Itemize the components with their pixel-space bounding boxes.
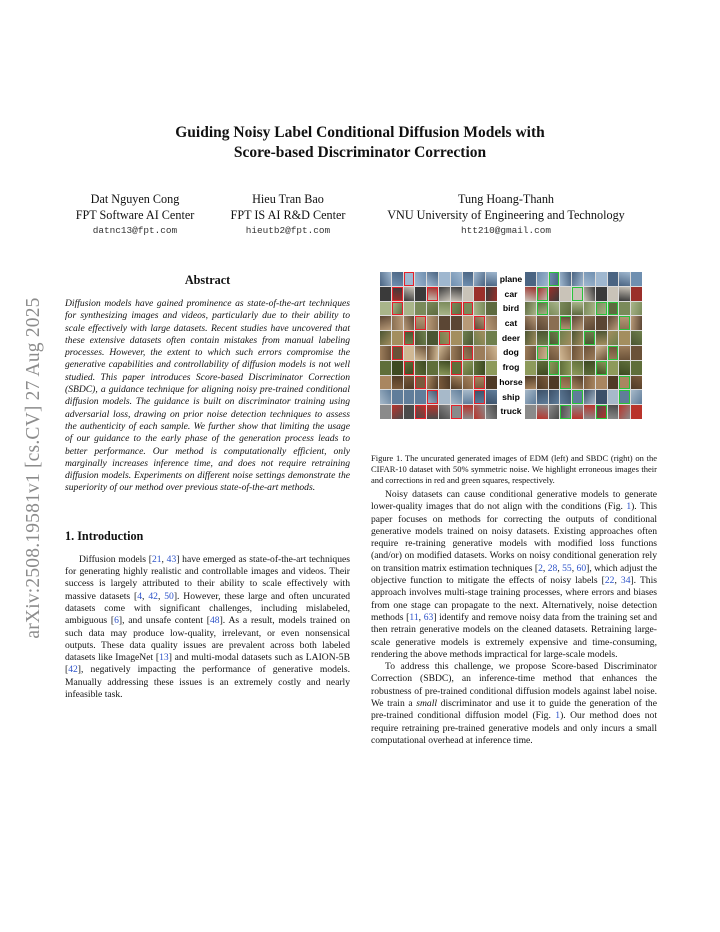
author-email[interactable]: hieutb2@fpt.com [245,225,331,236]
sample-thumbnail [439,287,450,301]
sample-thumbnail [380,302,391,316]
citation-link[interactable]: 60 [576,562,587,574]
sample-thumbnail [619,272,630,286]
sample-thumbnail [596,346,607,360]
sample-thumbnail [380,331,391,345]
sample-thumbnail [474,287,485,301]
sample-thumbnail [631,346,642,360]
citation-link[interactable]: 6 [114,615,119,627]
sample-thumbnail [474,346,485,360]
paper-title-line-1: Guiding Noisy Label Conditional Diffusion Models with [175,124,545,141]
sample-thumbnail [631,316,642,330]
sample-thumbnail [392,361,403,375]
sample-thumbnail [486,346,497,360]
sample-thumbnail [572,272,583,286]
emphasis-text: small [416,698,438,710]
citation-link[interactable]: 1 [626,501,632,513]
sample-thumbnail [525,376,536,390]
sample-thumbnail [537,405,548,419]
sample-thumbnail [474,272,485,286]
introduction-paragraph-1: Diffusion models [21, 43] have emerged as state-of-the-art techniques for generating highly realistic and controllable images and videos. Their success is largely attributed to their ability to scale effectively with massive datasets [4, 42, 50]. However, these large and often uncurated datasets come with significant challenges, including mislabeled, ambiguous [6], and unsafe content [48]. As a result, models trained on such data may produce low-quality, irrelevant, or even nonsensical outputs. These data quality issues are prevalent across both labeled datasets like ImageNet [13] and multi-modal datasets such as LAION-5B [42], negatively impacting the performance of generative models. Manually addressing these issues is an extremely costly and nearly infeasible task. [65,553,351,701]
sample-thumbnail [415,361,426,375]
sample-thumbnail [525,316,536,330]
citation-link[interactable]: 11 [409,611,419,623]
sample-thumbnail [596,390,607,404]
sample-thumbnail [584,405,595,419]
sample-thumbnail [584,361,595,375]
sample-thumbnail [560,331,571,345]
sample-thumbnail [537,390,548,404]
citation-link[interactable]: 43 [166,553,177,565]
corrected-sample-thumbnail [596,405,607,419]
class-label-ship: ship [502,391,520,402]
sample-thumbnail [608,390,619,404]
sample-thumbnail [427,376,438,390]
sample-thumbnail [631,361,642,375]
erroneous-sample-thumbnail [404,331,415,345]
sample-thumbnail [439,302,450,316]
sample-thumbnail [486,287,497,301]
corrected-sample-thumbnail [549,272,560,286]
author-3 [366,191,646,239]
erroneous-sample-thumbnail [463,346,474,360]
sample-thumbnail [572,331,583,345]
sample-thumbnail [549,346,560,360]
sample-thumbnail [584,316,595,330]
sample-thumbnail [537,376,548,390]
introduction-heading: 1. Introduction [65,528,144,543]
sample-thumbnail [380,316,391,330]
sample-thumbnail [584,287,595,301]
sample-thumbnail [380,272,391,286]
sample-thumbnail [463,272,474,286]
corrected-sample-thumbnail [560,376,571,390]
corrected-sample-thumbnail [537,302,548,316]
arxiv-stamp-text: arXiv:2508.19581v1 [cs.CV] 27 Aug 2025 [23,297,44,639]
sample-thumbnail [392,272,403,286]
sample-thumbnail [619,331,630,345]
class-label-car: car [504,288,518,299]
erroneous-sample-thumbnail [474,316,485,330]
sample-thumbnail [451,331,462,345]
sample-thumbnail [415,331,426,345]
citation-link[interactable]: 50 [164,590,174,602]
author-1 [65,191,205,239]
sample-thumbnail [572,302,583,316]
sample-thumbnail [380,405,391,419]
sample-thumbnail [549,316,560,330]
sample-thumbnail [631,376,642,390]
sample-thumbnail [525,287,536,301]
corrected-sample-thumbnail [596,302,607,316]
sbdc-sample-grid [525,272,642,419]
sample-thumbnail [608,376,619,390]
sample-thumbnail [474,361,485,375]
sample-thumbnail [451,376,462,390]
sample-thumbnail [537,316,548,330]
sample-thumbnail [415,272,426,286]
erroneous-sample-thumbnail [392,287,403,301]
sample-thumbnail [486,390,497,404]
sample-thumbnail [392,390,403,404]
sample-thumbnail [608,331,619,345]
sample-thumbnail [537,331,548,345]
sample-thumbnail [451,287,462,301]
author-email[interactable]: htt210@gmail.com [460,225,551,236]
author-affiliation: FPT IS AI R&D Center [230,208,346,222]
corrected-sample-thumbnail [619,390,630,404]
sample-thumbnail [474,302,485,316]
citation-link[interactable]: 63 [423,611,434,623]
sample-thumbnail [619,287,630,301]
erroneous-sample-thumbnail [415,316,426,330]
sample-thumbnail [427,272,438,286]
sample-thumbnail [584,376,595,390]
corrected-sample-thumbnail [596,361,607,375]
corrected-sample-thumbnail [560,316,571,330]
corrected-sample-thumbnail [560,405,571,419]
sample-thumbnail [486,405,497,419]
sample-thumbnail [549,376,560,390]
sample-thumbnail [427,316,438,330]
sample-thumbnail [549,390,560,404]
sample-thumbnail [439,390,450,404]
right-paragraph-2: To address this challenge, we propose Score-based Discriminator Correction (SBDC), an inference-time method that enhances the robustness of pre-trained conditional diffusion models against label noise. We train a small discriminator and use it to guide the generation of the pre-trained conditional diffusion model (Fig. 1). Our method does not require retraining pre-trained generative models and only incurs a small computational overhead at inference time. [371,661,657,746]
sample-thumbnail [537,272,548,286]
sample-thumbnail [631,390,642,404]
erroneous-sample-thumbnail [427,390,438,404]
right-column [371,489,657,747]
sample-thumbnail [608,316,619,330]
sample-thumbnail [463,376,474,390]
erroneous-sample-thumbnail [392,346,403,360]
class-label-plane: plane [499,274,523,285]
sample-thumbnail [525,361,536,375]
sample-thumbnail [596,331,607,345]
citation-link[interactable]: 4 [137,590,143,602]
erroneous-sample-thumbnail [415,376,426,390]
sample-thumbnail [415,287,426,301]
sample-thumbnail [486,361,497,375]
sample-thumbnail [392,316,403,330]
sample-thumbnail [380,287,391,301]
sample-thumbnail [380,376,391,390]
citation-link[interactable]: 22 [604,575,615,587]
sample-thumbnail [525,302,536,316]
sample-thumbnail [474,405,485,419]
paper-title [60,123,660,163]
sample-thumbnail [427,346,438,360]
sample-thumbnail [427,331,438,345]
sample-thumbnail [439,316,450,330]
sample-thumbnail [415,346,426,360]
citation-link[interactable]: 55 [562,562,572,574]
sample-thumbnail [525,405,536,419]
author-name: Tung Hoang-Thanh [457,192,555,206]
paper-title-line-2: Score-based Discriminator Correction [233,144,487,161]
sample-thumbnail [439,272,450,286]
sample-thumbnail [525,390,536,404]
sample-thumbnail [619,302,630,316]
corrected-sample-thumbnail [572,390,583,404]
erroneous-sample-thumbnail [474,376,485,390]
class-label-dog: dog [503,347,519,358]
sample-thumbnail [451,272,462,286]
class-label-frog: frog [502,362,520,373]
erroneous-sample-thumbnail [463,302,474,316]
corrected-sample-thumbnail [619,376,630,390]
author-affiliation: VNU University of Engineering and Technology [387,208,625,222]
sample-thumbnail [380,346,391,360]
author-affiliation: FPT Software AI Center [75,208,195,222]
author-name: Hieu Tran Bao [252,192,324,206]
sample-thumbnail [584,346,595,360]
erroneous-sample-thumbnail [415,405,426,419]
erroneous-sample-thumbnail [439,331,450,345]
arxiv-identifier [14,258,54,678]
corrected-sample-thumbnail [572,287,583,301]
sample-thumbnail [549,405,560,419]
sample-thumbnail [584,272,595,286]
class-label-cat: cat [504,318,518,329]
sample-thumbnail [404,405,415,419]
edm-sample-grid [380,272,497,419]
corrected-sample-thumbnail [584,331,595,345]
citation-link[interactable]: 34 [620,575,631,587]
left-column [65,272,350,701]
sample-thumbnail [463,331,474,345]
citation-link[interactable]: 42 [68,664,78,676]
sample-thumbnail [427,302,438,316]
sample-thumbnail [525,331,536,345]
sample-thumbnail [560,346,571,360]
sample-thumbnail [560,361,571,375]
citation-link[interactable]: 2 [538,562,543,574]
sample-thumbnail [608,272,619,286]
sample-thumbnail [392,331,403,345]
sample-thumbnail [486,302,497,316]
erroneous-sample-thumbnail [404,272,415,286]
corrected-sample-thumbnail [537,346,548,360]
erroneous-sample-thumbnail [427,287,438,301]
sample-thumbnail [631,287,642,301]
sample-thumbnail [415,302,426,316]
sample-thumbnail [572,405,583,419]
figure-1-caption: Figure 1. The uncurated generated images of EDM (left) and SBDC (right) on the CIFAR-10 dataset with 50% symmetric noise. We highlight erroneous images their and corrections in red and green squares, respectively. [371,453,657,485]
sample-thumbnail [596,287,607,301]
sample-thumbnail [619,361,630,375]
sample-thumbnail [463,390,474,404]
sample-thumbnail [560,390,571,404]
sample-thumbnail [572,346,583,360]
sample-thumbnail [572,376,583,390]
corrected-sample-thumbnail [549,361,560,375]
class-label-truck: truck [500,406,522,417]
sample-thumbnail [596,376,607,390]
abstract-body: Diffusion models have gained prominence as state-of-the-art techniques for synthesizing images and videos, particularly due to their ability to scale effectively with large datasets. Recent studies have uncovered that these extensive datasets often contain mistakes from manual labeling processes. However, the extent to which such errors compromise the generative capabilities and controllability of diffusion models is not well studied. This paper introduces Score-based Discriminator Correction (SBDC), a guidance technique for aligning noisy pre-trained conditional diffusion models. The guidance is built on discriminator training using adversarial loss, drawing on prior noise detection techniques to assess the authenticity of each sample. We further show that limiting the usage of our guidance to the early phase of the generation process leads to better performance. Our method is computationally efficient, only marginally increases inference time, and does not require retraining diffusion models. Experiments on different noise settings demonstrate the superiority of our method over previous state-of-the-art methods. [65,298,350,494]
sample-thumbnail [404,390,415,404]
sample-thumbnail [404,346,415,360]
sample-thumbnail [537,361,548,375]
sample-thumbnail [463,405,474,419]
sample-thumbnail [619,405,630,419]
sample-thumbnail [392,405,403,419]
sample-thumbnail [525,346,536,360]
citation-link[interactable]: 21 [151,553,162,565]
sample-thumbnail [584,302,595,316]
corrected-sample-thumbnail [608,346,619,360]
abstract-heading: Abstract [184,273,231,287]
citation-link[interactable]: 48 [210,615,220,627]
sample-thumbnail [439,361,450,375]
erroneous-sample-thumbnail [392,302,403,316]
citation-link[interactable]: 28 [547,562,558,574]
sample-thumbnail [439,405,450,419]
sample-thumbnail [451,346,462,360]
erroneous-sample-thumbnail [451,361,462,375]
sample-thumbnail [584,390,595,404]
class-label-bird: bird [502,303,520,314]
sample-thumbnail [631,302,642,316]
sample-thumbnail [451,390,462,404]
sample-thumbnail [392,376,403,390]
erroneous-sample-thumbnail [451,405,462,419]
sample-thumbnail [463,316,474,330]
author-email[interactable]: datnc13@fpt.com [92,225,178,236]
erroneous-sample-thumbnail [404,361,415,375]
sample-thumbnail [619,346,630,360]
corrected-sample-thumbnail [549,331,560,345]
sample-thumbnail [549,302,560,316]
sample-thumbnail [525,272,536,286]
sample-thumbnail [631,331,642,345]
citation-link[interactable]: 1 [555,710,561,722]
sample-thumbnail [486,331,497,345]
sample-thumbnail [486,376,497,390]
right-paragraph-1: Noisy datasets can cause conditional generative models to generate lower-quality images that do not align with the conditions (Fig. 1). This paper focuses on methods for correcting the outputs of conditional generative models trained on noisy datasets. Existing approaches often require re-training generative models with modified loss functions (and/or) on modified datasets. Works on noisy conditional generation rely on transition matrix estimation techniques [2, 28, 55, 60], which adjust the objective function to mitigate the effects of noisy labels [22, 34]. This approach involves multi-stage training processes, where errors and biases from one stage can propagate to the next. Alternatively, noise detection methods [11, 63] identify and remove noisy data from the training set and then retrain generative models on the cleaned datasets. Retraining large-scale generative models is extremely expensive and time-consuming, rendering the above methods impractical for large-scale models. [371,489,658,660]
sample-thumbnail [463,287,474,301]
author-2 [218,191,358,239]
sample-thumbnail [427,405,438,419]
sample-thumbnail [474,331,485,345]
sample-thumbnail [560,302,571,316]
sample-thumbnail [439,346,450,360]
sample-thumbnail [380,361,391,375]
sample-thumbnail [486,272,497,286]
sample-thumbnail [404,287,415,301]
corrected-sample-thumbnail [537,287,548,301]
sample-thumbnail [596,272,607,286]
sample-thumbnail [560,272,571,286]
sample-thumbnail [463,361,474,375]
figure-1-image [380,272,642,419]
sample-thumbnail [560,287,571,301]
sample-thumbnail [404,316,415,330]
author-name: Dat Nguyen Cong [90,192,180,206]
sample-thumbnail [380,390,391,404]
sample-thumbnail [596,316,607,330]
sample-thumbnail [427,361,438,375]
sample-thumbnail [631,405,642,419]
sample-thumbnail [631,272,642,286]
corrected-sample-thumbnail [608,302,619,316]
sample-thumbnail [439,376,450,390]
class-label-deer: deer [501,332,521,343]
sample-thumbnail [608,405,619,419]
class-label-column [497,272,525,419]
citation-link[interactable]: 13 [159,652,169,664]
sample-thumbnail [549,287,560,301]
sample-thumbnail [608,287,619,301]
citation-link[interactable]: 42 [148,590,158,602]
sample-thumbnail [404,376,415,390]
sample-thumbnail [572,316,583,330]
sample-thumbnail [486,316,497,330]
sample-thumbnail [572,361,583,375]
sample-thumbnail [415,390,426,404]
sample-thumbnail [608,361,619,375]
erroneous-sample-thumbnail [451,302,462,316]
corrected-sample-thumbnail [619,316,630,330]
sample-thumbnail [451,316,462,330]
class-label-horse: horse [499,376,523,387]
sample-thumbnail [404,302,415,316]
erroneous-sample-thumbnail [474,390,485,404]
